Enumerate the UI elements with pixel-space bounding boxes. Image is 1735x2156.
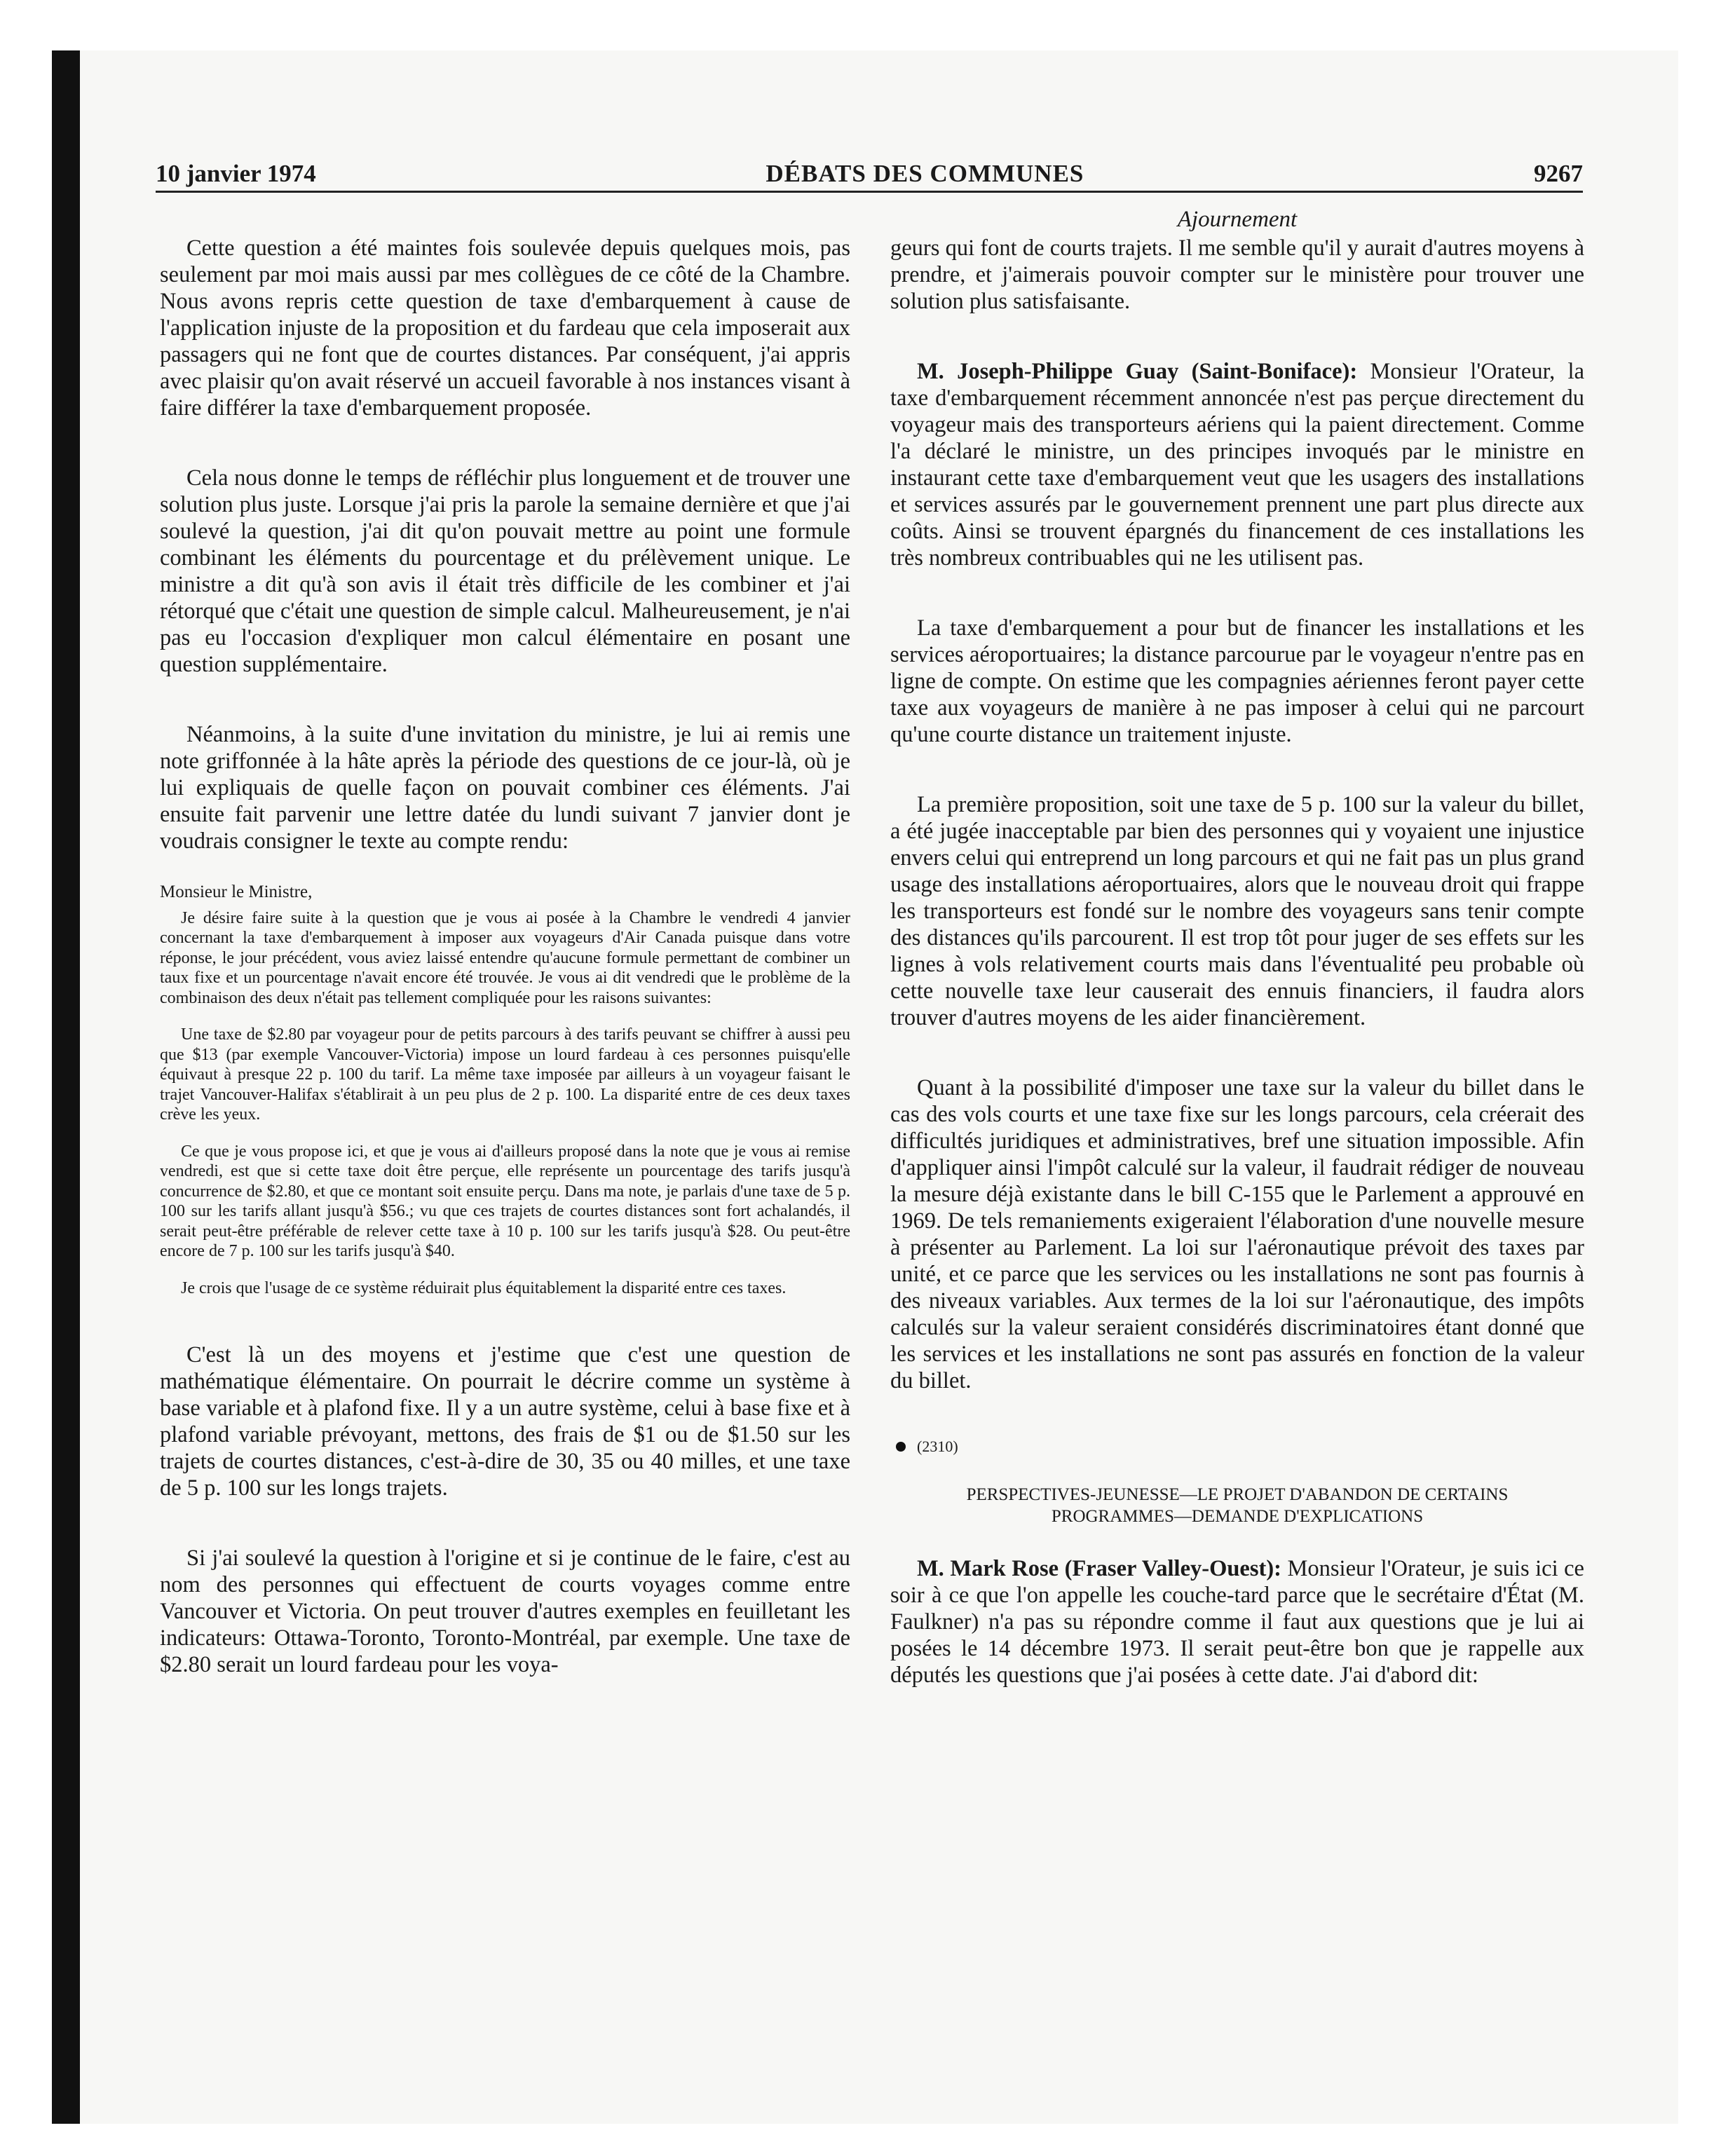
letter-paragraph-1: Je désire faire suite à la question que je vous ai posée à la Chambre le vendredi 4 janvier concernant la taxe d'embarquement à imposer aux voyageurs d'Air Canada puisque dans votre réponse, le jour précédent, vous aviez laissé entendre qu'aucune formule permettant de combiner un taux fixe et un pourcentage n'avait encore été trouvée. Je vous ai dit vendredi que le problème de la combinaison des deux n'était pas tellement compliquée pour les raisons suivantes: xyxy=(160,908,850,1007)
letter-paragraph-2: Une taxe de $2.80 par voyageur pour de petits parcours à des tarifs peuvant se chiffrer à aussi peu que $13 (par exemple Vancouver-Victoria) impose un lourd fardeau à ces personnes puisqu'elle équivaut à presque 22 p. 100 du tarif. La même taxe imposée par ailleurs à un voyageur faisant le trajet Vancouver-Halifax s'établirait à un peu plus de 2 p. 100. La disparité entre de ces deux taxes crève les yeux. xyxy=(160,1025,850,1124)
speaker-rose: M. Mark Rose (Fraser Valley-Ouest): xyxy=(917,1556,1281,1581)
speech-guay: Monsieur l'Orateur, la taxe d'embarquement récemment annoncée n'est pas perçue directement du voyageur mais des transporteurs aériens qui la paient directement. Comme l'a déclaré le ministre, un des principes invoqués par le ministre en instaurant cette taxe d'embarquement veut que les usagers des installations et services assurés par le gouvernement prennent une part plus directe aux coûts. Ainsi se trouvent épargnés du financement de ces installations les très nombreux contribuables qui ne les utilisent pas. xyxy=(890,359,1584,571)
left-paragraph-2: Cela nous donne le temps de réfléchir plus longuement et de trouver une solution plus juste. Lorsque j'ai pris la parole la semaine dernière et que j'ai soulevé la question, j'ai dit qu'on pouvait mettre au point une formule combinant les éléments du pourcentage et du prélèvement unique. Le ministre a dit qu'à son avis il était très difficile de les combiner et j'ai rétorqué que c'était une question de simple calcul. Malheureusement, je n'ai pas eu l'occasion d'expliquer mon calcul élémentaire en posant une question supplémentaire. xyxy=(160,465,850,677)
right-paragraph-5: Quant à la possibilité d'imposer une taxe sur la valeur du billet dans le cas des vols courts et une taxe fixe sur les longs parcours, cela créerait des difficultés juridiques et administratives, bref une situation impossible. Afin d'appliquer ainsi l'impôt calculé sur la valeur, il faudrait rédiger de nouveau la mesure déjà existante dans le bill C-155 que le Parlement a approuvé en 1969. De tels remaniements exigeraient l'élaboration d'une nouvelle mesure à présenter au Parlement. La loi sur l'aéronautique prévoit des taxes par unité, et ce parce que les services ou les installations ne sont pas fournis à des niveaux variables. Aux termes de la loi sur l'aéronautique, des impôts calculés sur la valeur seraient considérés discriminatoires étant donné que les services et les installations ne sont pas assurés en fonction de la valeur du billet. xyxy=(890,1075,1584,1393)
speaker-guay: M. Joseph-Philippe Guay (Saint-Boniface): xyxy=(917,359,1358,384)
letter-paragraph-3: Ce que je vous propose ici, et que je vous ai d'ailleurs proposé dans la note que je vous ai remise vendredi, est que si cette taxe doit être perçue, elle représente un pourcentage des tarifs jusqu'à concurrence de $2.80, et que ce montant soit ensuite perçu. Dans ma note, je parlais d'une taxe de 5 p. 100 sur les tarifs allant jusqu'à $56.; vu que ces trajets de courtes distances sont fort achalandés, il serait peut-être préférable de relever cette taxe à 10 p. 100 sur les tarifs jusqu'à $28. Ou peut-être encore de 7 p. 100 sur les tarifs jusqu'à $40. xyxy=(160,1142,850,1260)
left-paragraph-4: C'est là un des moyens et j'estime que c'est une question de mathématique élémentaire. On pourrait le décrire comme un système à base variable et à plafond fixe. Il y a un autre système, celui à base fixe et à plafond variable prévoyant, mettons, des frais de $1 ou de $1.50 sur les trajets de courtes distances, c'est-à-dire de 30, 35 ou 40 milles, et une taxe de 5 p. 100 sur les longs trajets. xyxy=(160,1342,850,1501)
right-paragraph-3: La taxe d'embarquement a pour but de financer les installations et les services aéroportuaires; la distance parcourue par le voyageur n'entre pas en ligne de compte. On estime que les compagnies aériennes feront payer cette taxe aux voyageurs de manière à ne pas imposer à celui qui ne parcourt qu'une courte distance un traitement injuste. xyxy=(890,615,1584,747)
left-paragraph-1: Cette question a été maintes fois soulevée depuis quelques mois, pas seulement par moi mais aussi par mes collègues de ce côté de la Chambre. Nous avons repris cette question de taxe d'embarquement à cause de l'application injuste de la proposition et du fardeau que cela imposerait aux passagers qui ne font que de courtes distances. Par conséquent, j'ai appris avec plaisir qu'on avait réservé un accueil favorable à nos instances visant à faire différer la taxe d'embarquement proposée. xyxy=(160,236,850,421)
right-paragraph-2 xyxy=(890,358,1584,571)
right-paragraph-4: La première proposition, soit une taxe de 5 p. 100 sur la valeur du billet, a été jugée inacceptable par bien des personnes qui y voyaient une injustice envers celui qui entreprend un long parcours et qui ne fait pas un plus grand usage des installations aéroportuaires, alors que le nouveau droit qui frappe les transporteurs est fondé sur le nombre des voyageurs sans tenir compte des distances qu'ils parcourent. Il est trop tôt pour juger de ses effets sur les lignes à vols relativement courts mais dans l'éventualité peu probable où cette nouvelle taxe leur causerait des ennuis financiers, il faudra alors trouver d'autres moyens de les aider financièrement. xyxy=(890,792,1584,1030)
left-paragraph-3: Néanmoins, à la suite d'une invitation du ministre, je lui ai remis une note griffonnée à la hâte après la période des questions de ce jour-là, où je lui expliquais de quelle façon on pouvait combiner ces éléments. J'ai ensuite fait parvenir une lettre datée du lundi suivant 7 janvier dont je voudrais consigner le texte au compte rendu: xyxy=(160,722,850,854)
letter-salutation: Monsieur le Ministre, xyxy=(160,882,313,901)
left-paragraph-5: Si j'ai soulevé la question à l'origine et si je continue de le faire, c'est au nom des personnes qui effectuent de courts voyages comme entre Vancouver et Victoria. On peut trouver d'autres exemples en feuilletant les indicateurs: Ottawa-Toronto, Toronto-Montréal, par exemple. Une taxe de $2.80 serait un lourd fardeau pour les voya- xyxy=(160,1546,850,1677)
right-paragraph-1: geurs qui font de courts trajets. Il me semble qu'il y aurait d'autres moyens à prendre, et j'aimerais pouvoir compter sur le ministère pour trouver une solution plus satisfaisante. xyxy=(890,236,1584,314)
letter-paragraph-4: Je crois que l'usage de ce système réduirait plus équitablement la disparité entre ces taxes. xyxy=(181,1278,787,1297)
section-label: Ajournement xyxy=(1177,207,1298,232)
right-column xyxy=(890,207,1584,1688)
timestamp-text: (2310) xyxy=(917,1438,958,1455)
scan-edge xyxy=(52,50,80,2124)
header-date: 10 janvier 1974 xyxy=(156,160,316,187)
header-title: DÉBATS DES COMMUNES xyxy=(766,160,1084,187)
bullet-icon xyxy=(896,1442,906,1452)
section-rubric: PERSPECTIVES-JEUNESSE—LE PROJET D'ABANDON DE CERTAINS PROGRAMMES—DEMANDE D'EXPLICATIONS xyxy=(966,1485,1509,1526)
timestamp-marker xyxy=(896,1438,1584,1456)
page-header xyxy=(156,149,1583,193)
speech-rose: Monsieur l'Orateur, je suis ici ce soir à ce que l'on appelle les couche-tard parce que le secrétaire d'État (M. Faulkner) n'a pas su répondre comme il faut aux questions que je lui ai posées le 14 décembre 1973. Il serait peut-être bon que je rappelle aux députés les questions que j'ai posées à cette date. J'ai d'abord dit: xyxy=(890,1556,1584,1688)
left-column xyxy=(160,235,850,1678)
page-number: 9267 xyxy=(1534,160,1583,187)
right-paragraph-6 xyxy=(890,1555,1584,1688)
